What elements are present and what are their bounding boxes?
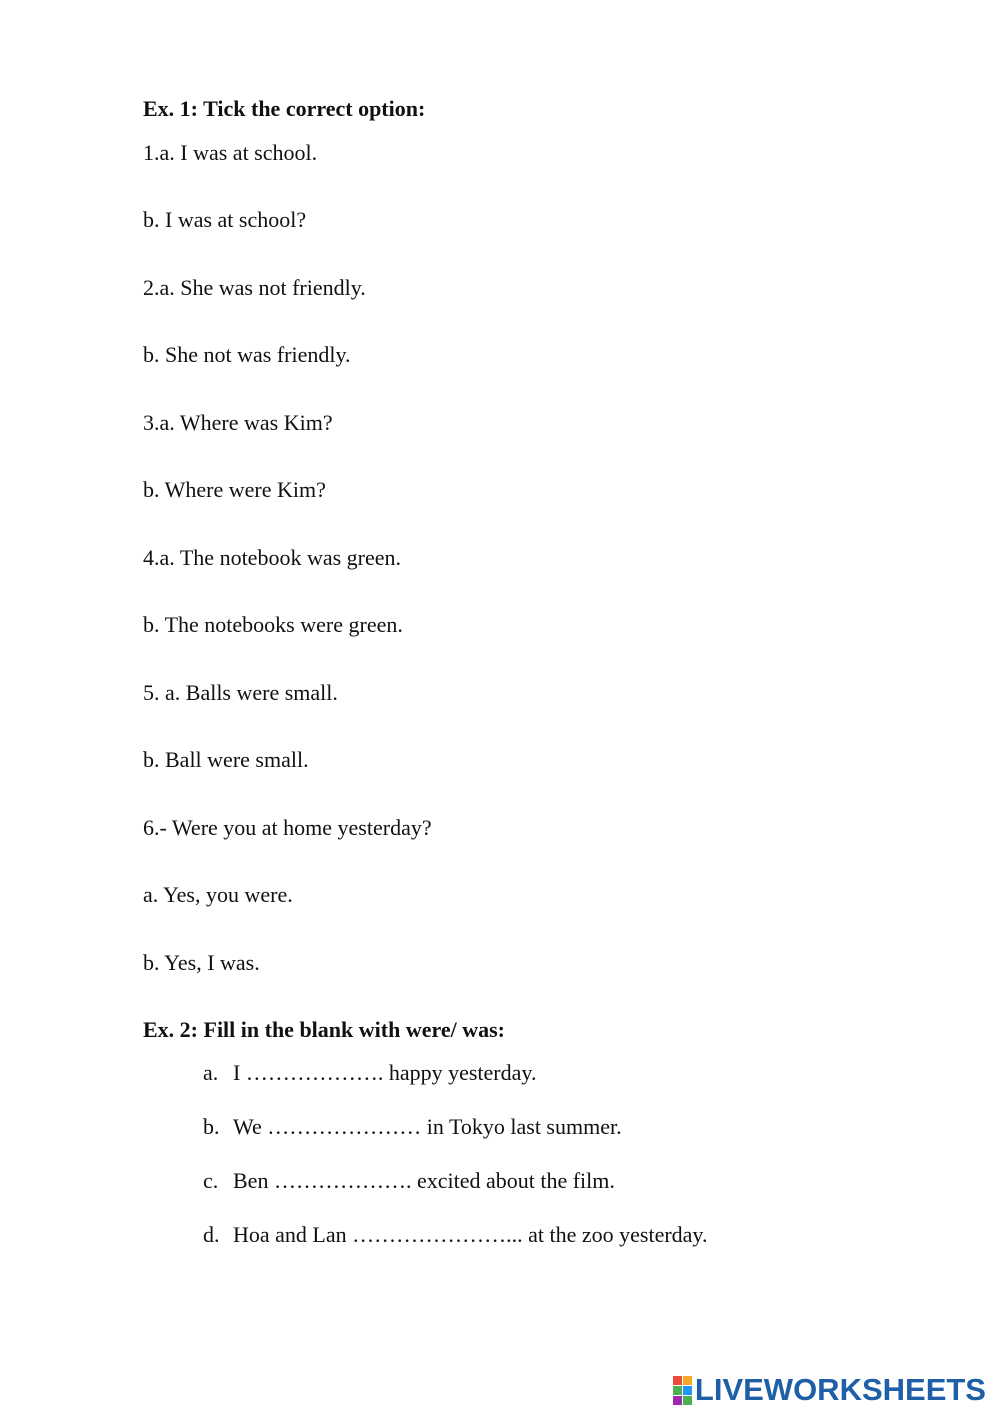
ex2-item-letter: b. xyxy=(203,1114,220,1139)
logo-block-icon xyxy=(683,1386,692,1395)
ex1-heading: Ex. 1: Tick the correct option: xyxy=(143,96,426,121)
ex1-option-2b[interactable]: b. She not was friendly. xyxy=(143,342,351,367)
ex1-option-1b[interactable]: b. I was at school? xyxy=(143,207,307,232)
liveworksheets-logo-text: LIVEWORKSHEETS xyxy=(694,1372,986,1407)
ex2-item-letter: c. xyxy=(203,1168,219,1193)
ex1-option-5b[interactable]: b. Ball were small. xyxy=(143,747,309,772)
ex1-option-6b[interactable]: b. Yes, I was. xyxy=(143,950,260,975)
ex1-question-6: 6.- Were you at home yesterday? xyxy=(143,815,432,840)
ex2-item-text[interactable]: Ben ………………. excited about the film. xyxy=(233,1168,615,1193)
ex2-item-c xyxy=(203,1168,615,1194)
ex2-item-text[interactable]: I ………………. happy yesterday. xyxy=(233,1060,537,1085)
ex1-option-4b[interactable]: b. The notebooks were green. xyxy=(143,612,403,637)
ex1-option-1a[interactable]: 1.a. I was at school. xyxy=(143,140,318,165)
ex2-item-a xyxy=(203,1060,536,1086)
ex2-item-d xyxy=(203,1222,708,1248)
logo-block-icon xyxy=(673,1386,682,1395)
logo-block-icon xyxy=(673,1376,682,1385)
ex2-heading: Ex. 2: Fill in the blank with were/ was: xyxy=(143,1017,506,1042)
ex1-option-3a[interactable]: 3.a. Where was Kim? xyxy=(143,410,333,435)
logo-block-icon xyxy=(683,1396,692,1405)
ex1-option-3b[interactable]: b. Where were Kim? xyxy=(143,477,326,502)
ex1-option-2a[interactable]: 2.a. She was not friendly. xyxy=(143,275,366,300)
ex2-item-b xyxy=(203,1114,622,1140)
ex2-item-text[interactable]: Hoa and Lan …………………... at the zoo yesterday. xyxy=(233,1222,708,1247)
liveworksheets-logo-icon xyxy=(673,1376,692,1405)
ex2-item-text[interactable]: We ………………… in Tokyo last summer. xyxy=(233,1114,622,1139)
ex2-item-letter: a. xyxy=(203,1060,219,1085)
ex1-option-6a[interactable]: a. Yes, you were. xyxy=(143,882,293,907)
ex2-item-letter: d. xyxy=(203,1222,220,1247)
ex1-option-4a[interactable]: 4.a. The notebook was green. xyxy=(143,545,402,570)
ex1-option-5a[interactable]: 5. a. Balls were small. xyxy=(143,680,338,705)
logo-block-icon xyxy=(683,1376,692,1385)
logo-block-icon xyxy=(673,1396,682,1405)
liveworksheets-logo xyxy=(673,1373,986,1407)
